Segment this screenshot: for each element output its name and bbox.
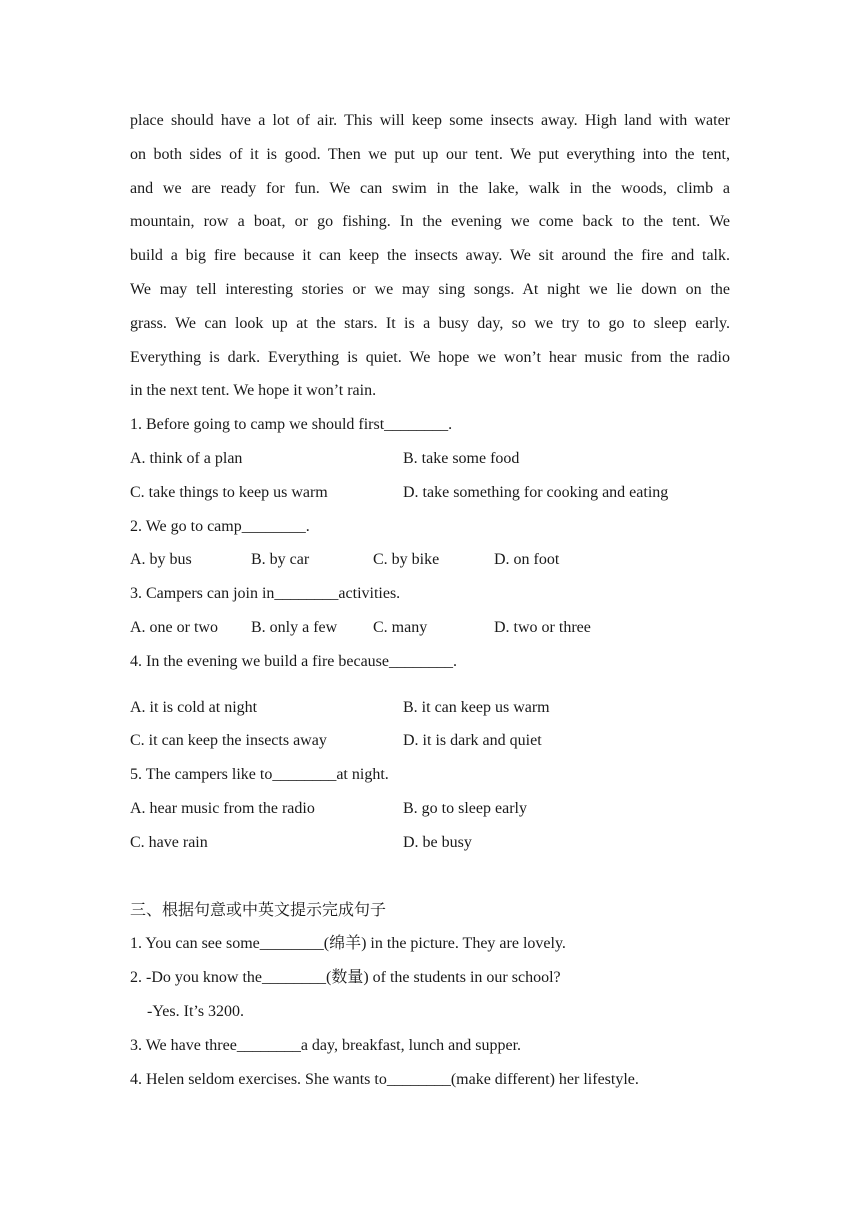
option: A. it is cold at night [130,698,258,716]
passage-line: in the next tent. We hope it won’t rain. [130,382,377,400]
option: C. it can keep the insects away [130,732,327,750]
question-stem: 5. The campers like to________at night. [130,766,389,784]
options-row [130,476,730,510]
worksheet-page [130,104,730,1096]
passage-line: build a big fire because it can keep the insects away. We sit around the fire and talk. [130,247,730,265]
option: D. take something for cooking and eating [403,483,669,501]
option: D. be busy [403,833,472,851]
passage-line: place should have a lot of air. This will keep some insects away. High land with water [130,112,730,129]
reading-passage [130,104,730,408]
sentence-item: 2. -Do you know the________(数量) of the students in our school? [130,969,561,987]
option: C. by bike [373,551,440,569]
passage-line: mountain, row a boat, or go fishing. In the evening we come back to the tent. We [130,213,730,231]
passage-line: on both sides of it is good. Then we put up our tent. We put everything into the tent, [130,145,730,163]
sentence-item: 1. You can see some________(绵羊) in the picture. They are lovely. [130,935,566,953]
option: D. two or three [494,618,591,636]
option: C. have rain [130,833,208,851]
option: B. take some food [403,449,520,467]
question-stem: 1. Before going to camp we should first________. [130,416,453,434]
passage-line: and we are ready for fun. We can swim in the lake, walk in the woods, climb a [130,179,730,197]
option: D. on foot [494,551,560,569]
options-row [130,543,730,577]
sentence-item: -Yes. It’s 3200. [147,1002,245,1020]
option: D. it is dark and quiet [403,732,542,750]
option: B. only a few [251,618,338,636]
spacer [130,679,730,691]
spacer [130,860,730,894]
sentence-item: 3. We have three________a day, breakfast, lunch and supper. [130,1036,522,1054]
option: B. go to sleep early [403,799,527,817]
options-row [130,826,730,860]
question-stem: 3. Campers can join in________activities. [130,585,401,603]
option: C. take things to keep us warm [130,483,328,501]
options-row [130,691,730,725]
passage-line: Everything is dark. Everything is quiet. We hope we won’t hear music from the radio [130,348,730,366]
option: A. one or two [130,618,218,636]
question-stem: 4. In the evening we build a fire because________. [130,652,458,670]
option: B. it can keep us warm [403,698,550,716]
option: C. many [373,618,428,636]
options-row [130,442,730,476]
question-stem: 2. We go to camp________. [130,517,310,535]
passage-line: grass. We can look up at the stars. It is a busy day, so we try to go to sleep early. [130,314,730,332]
options-row [130,611,730,645]
option: A. think of a plan [130,449,243,467]
option: A. hear music from the radio [130,799,315,817]
option: B. by car [251,551,310,569]
options-row [130,724,730,758]
section-title: 三、根据句意或中英文提示完成句子 [130,901,387,919]
options-row [130,792,730,826]
sentence-item: 4. Helen seldom exercises. She wants to________(make different) her lifestyle. [130,1070,639,1088]
option: A. by bus [130,551,192,569]
passage-line: We may tell interesting stories or we may sing songs. At night we lie down on the [130,280,730,298]
